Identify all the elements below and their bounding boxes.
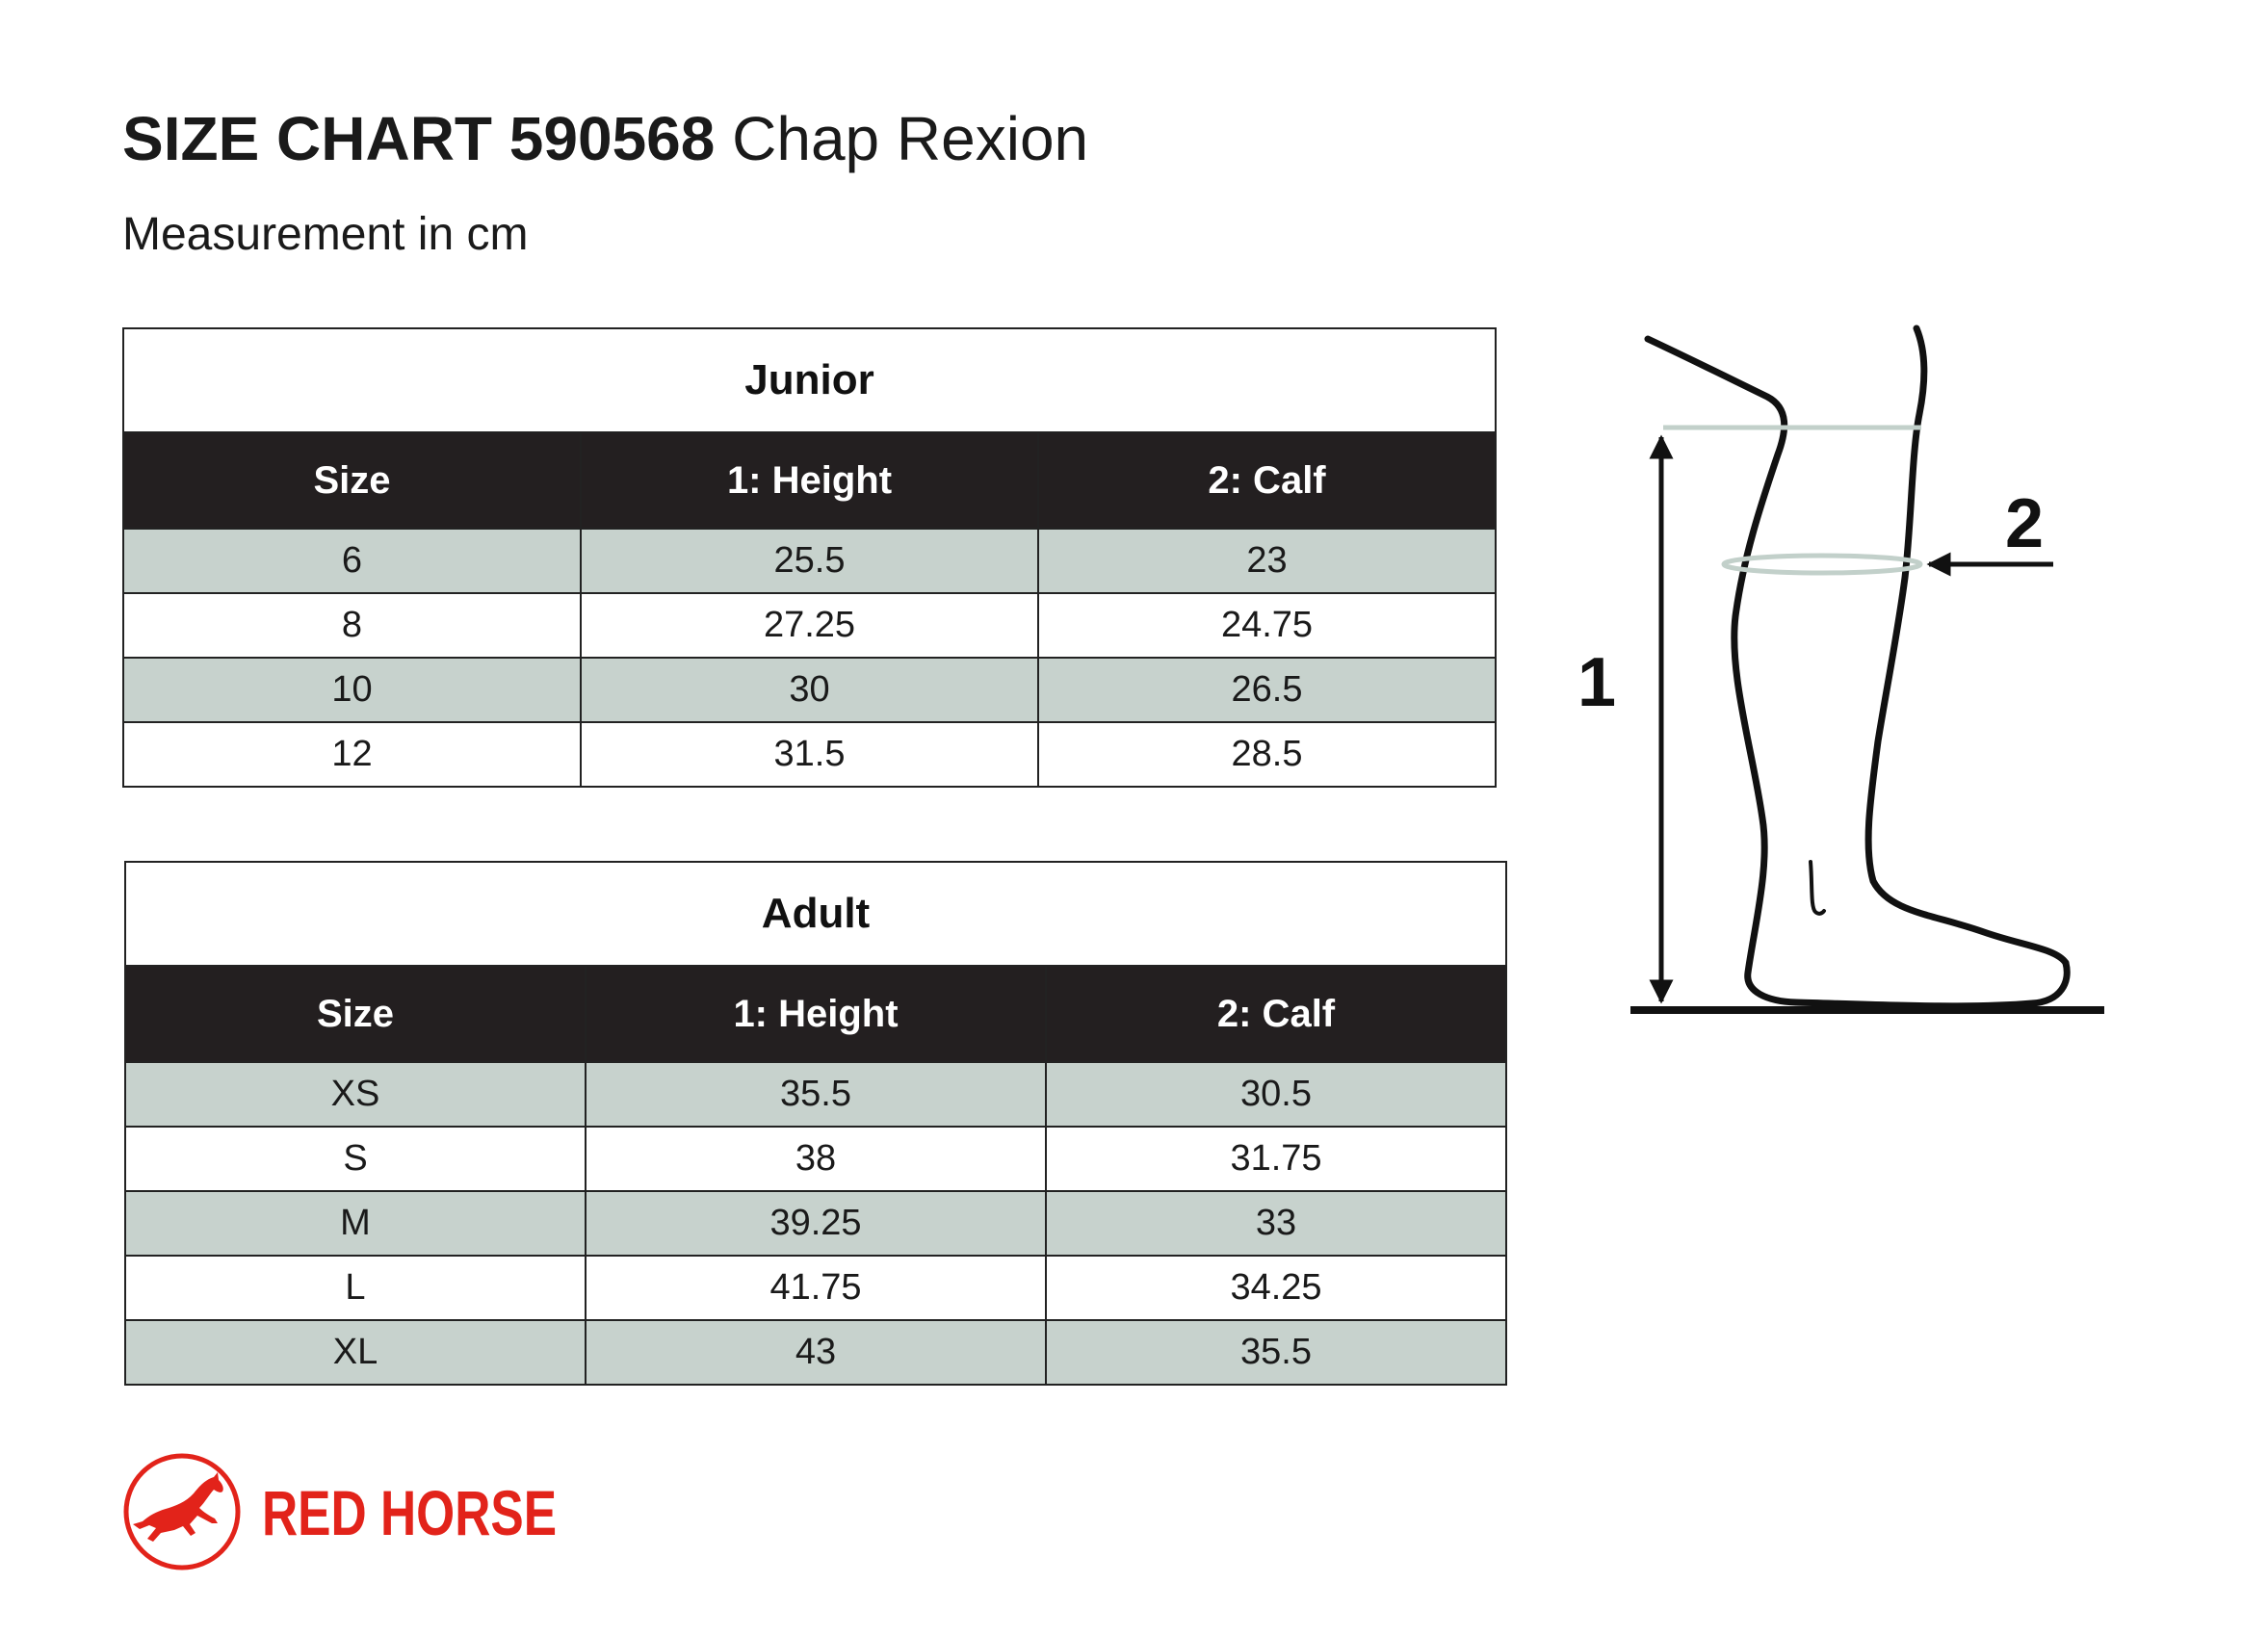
calf-cell: 34.25 xyxy=(1046,1256,1506,1320)
height-cell: 25.5 xyxy=(581,529,1038,593)
title-product-name: Chap Rexion xyxy=(732,104,1089,173)
calf-label: 2 xyxy=(2005,485,2045,562)
height-cell: 31.5 xyxy=(581,722,1038,787)
table-row xyxy=(123,722,1496,787)
table-row xyxy=(125,1320,1506,1385)
height-label: 1 xyxy=(1577,644,1617,721)
leg-outline-back xyxy=(1868,328,2066,963)
column-header-size: Size xyxy=(123,432,581,529)
column-header-calf: 2: Calf xyxy=(1038,432,1496,529)
table-row xyxy=(125,1191,1506,1256)
page-title xyxy=(122,100,1088,177)
calf-cell: 33 xyxy=(1046,1191,1506,1256)
column-header-calf: 2: Calf xyxy=(1046,966,1506,1062)
junior-size-table xyxy=(122,327,1497,788)
table-row xyxy=(125,1256,1506,1320)
calf-cell: 31.75 xyxy=(1046,1127,1506,1191)
table-row xyxy=(123,658,1496,722)
column-header-height: 1: Height xyxy=(586,966,1046,1062)
red-horse-logo-icon xyxy=(122,1452,242,1571)
height-cell: 41.75 xyxy=(586,1256,1046,1320)
calf-cell: 23 xyxy=(1038,529,1496,593)
calf-cell: 35.5 xyxy=(1046,1320,1506,1385)
size-cell: 6 xyxy=(123,529,581,593)
measurement-unit-note: Measurement in cm xyxy=(122,209,529,260)
junior-table-title: Junior xyxy=(123,328,1496,432)
size-cell: 12 xyxy=(123,722,581,787)
height-cell: 35.5 xyxy=(586,1062,1046,1127)
calf-circumference-ring xyxy=(1724,556,1920,573)
junior-column-headers xyxy=(123,432,1496,529)
size-cell: M xyxy=(125,1191,586,1256)
calf-cell: 28.5 xyxy=(1038,722,1496,787)
ankle-mark xyxy=(1811,862,1824,914)
table-row xyxy=(123,593,1496,658)
adult-column-headers xyxy=(125,966,1506,1062)
table-row xyxy=(125,1127,1506,1191)
column-header-size: Size xyxy=(125,966,586,1062)
size-cell: L xyxy=(125,1256,586,1320)
calf-cell: 26.5 xyxy=(1038,658,1496,722)
height-cell: 38 xyxy=(586,1127,1046,1191)
calf-cell: 30.5 xyxy=(1046,1062,1506,1127)
size-cell: XL xyxy=(125,1320,586,1385)
size-cell: XS xyxy=(125,1062,586,1127)
size-cell: S xyxy=(125,1127,586,1191)
size-cell: 8 xyxy=(123,593,581,658)
size-cell: 10 xyxy=(123,658,581,722)
adult-size-table xyxy=(124,861,1507,1386)
table-row xyxy=(125,1062,1506,1127)
height-cell: 27.25 xyxy=(581,593,1038,658)
height-cell: 30 xyxy=(581,658,1038,722)
leg-outline-front xyxy=(1648,339,2067,1006)
height-cell: 39.25 xyxy=(586,1191,1046,1256)
height-cell: 43 xyxy=(586,1320,1046,1385)
brand-name: RED HORSE xyxy=(262,1477,558,1548)
column-header-height: 1: Height xyxy=(581,432,1038,529)
leg-measurement-diagram xyxy=(1577,318,2138,1030)
title-product-code: SIZE CHART 590568 xyxy=(122,104,716,173)
adult-table-title: Adult xyxy=(125,862,1506,966)
table-row xyxy=(123,529,1496,593)
calf-cell: 24.75 xyxy=(1038,593,1496,658)
